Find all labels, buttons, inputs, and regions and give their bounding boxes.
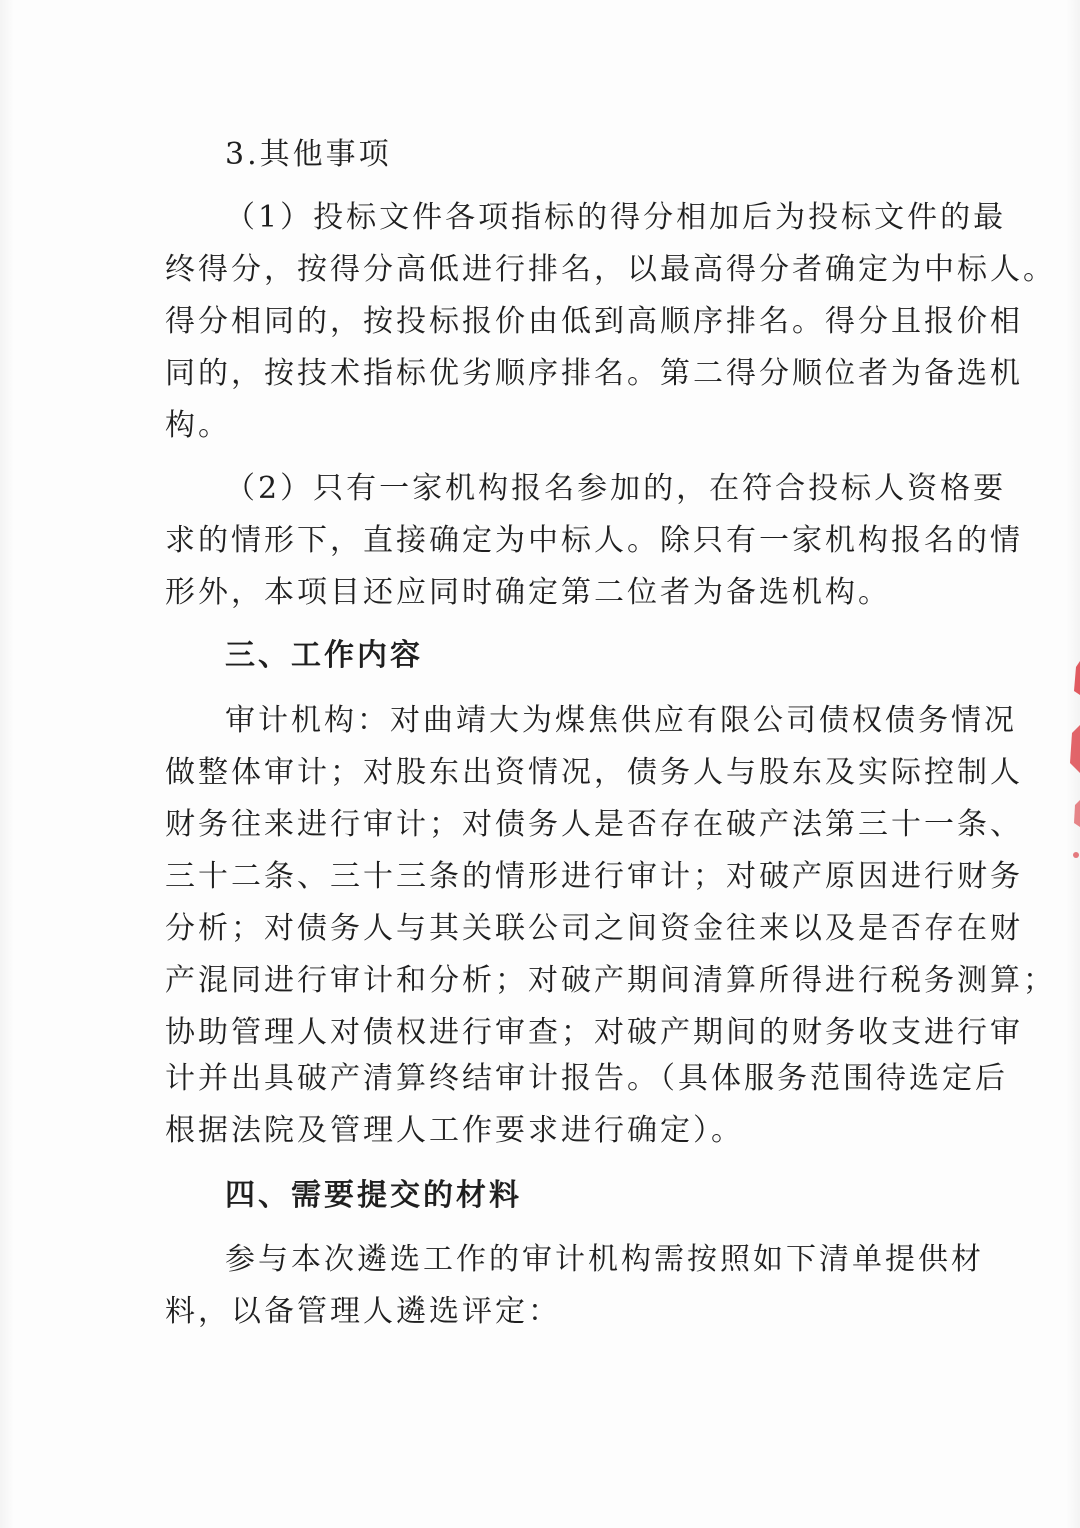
seal-arc-lower — [1074, 800, 1080, 827]
work-content-line-5: 分析；对债务人与其关联公司之间资金往来以及是否存在财 — [165, 911, 1023, 946]
scan-shadow-left — [0, 0, 14, 1528]
para-2-line-1: （2）只有一家机构报名参加的，在符合投标人资格要 — [225, 471, 1007, 506]
seal-arc-middle — [1070, 725, 1080, 773]
para-2-line-2: 求的情形下，直接确定为中标人。除只有一家机构报名的情 — [165, 523, 1023, 558]
work-content-line-8: 计并出具破产清算终结审计报告。（具体服务范围待选定后 — [165, 1061, 1008, 1096]
work-content-line-4: 三十二条、三十三条的情形进行审计；对破产原因进行财务 — [165, 859, 1023, 894]
para-1-line-4: 同的，按技术指标优劣顺序排名。第二得分顺位者为备选机 — [165, 356, 1023, 391]
work-content-line-1: 审计机构：对曲靖大为煤焦供应有限公司债权债务情况 — [225, 703, 1017, 738]
materials-intro-line-2: 料，以备管理人遴选评定： — [165, 1294, 561, 1329]
heading-materials: 四、需要提交的材料 — [225, 1178, 522, 1213]
work-content-line-2: 做整体审计；对股东出资情况，债务人与股东及实际控制人 — [165, 755, 1023, 790]
work-content-line-9: 根据法院及管理人工作要求进行确定）。 — [165, 1113, 744, 1148]
seal-arc-top — [1074, 661, 1080, 695]
red-seal-fragment — [1062, 655, 1080, 885]
section-3-title: 3.其他事项 — [225, 137, 392, 172]
work-content-line-3: 财务往来进行审计；对债务人是否存在破产法第三十一条、 — [165, 807, 1023, 842]
materials-intro-line-1: 参与本次遴选工作的审计机构需按照如下清单提供材 — [225, 1242, 984, 1277]
para-1-line-2: 终得分，按得分高低进行排名，以最高得分者确定为中标人。 — [165, 252, 1056, 287]
work-content-line-7: 协助管理人对债权进行审查；对破产期间的财务收支进行审 — [165, 1015, 1023, 1050]
work-content-line-6: 产混同进行审计和分析；对破产期间清算所得进行税务测算； — [165, 963, 1056, 998]
seal-dot — [1073, 852, 1079, 858]
para-1-line-3: 得分相同的，按投标报价由低到高顺序排名。得分且报价相 — [165, 304, 1023, 339]
heading-work-content: 三、工作内容 — [225, 638, 423, 673]
para-2-line-3: 形外，本项目还应同时确定第二位者为备选机构。 — [165, 575, 891, 610]
para-1-line-5: 构。 — [165, 408, 231, 443]
para-1-line-1: （1）投标文件各项指标的得分相加后为投标文件的最 — [225, 200, 1007, 235]
